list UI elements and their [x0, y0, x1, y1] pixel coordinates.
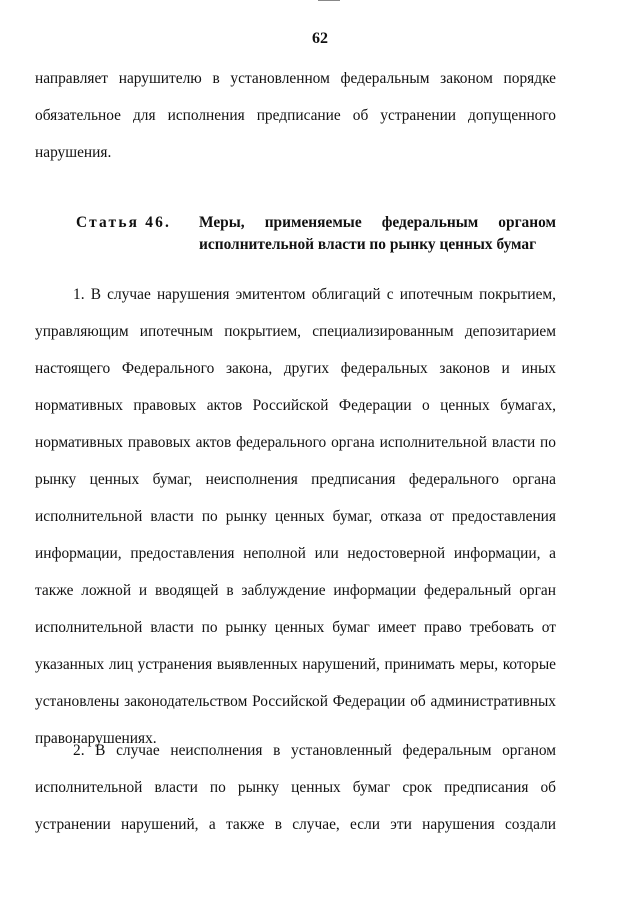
paragraph-line: исполнительной власти по рынку ценных бумаг, отказа от предоставления [35, 508, 556, 525]
paragraph-line: нормативных правовых актов Российской Федерации о ценных бумагах, [35, 397, 556, 414]
paragraph-line: указанных лиц устранения выявленных нарушений, принимать меры, которые [35, 656, 556, 673]
paragraph-line: также ложной и вводящей в заблуждение информации федеральный орган [35, 582, 556, 599]
paragraph-line: исполнительной власти по рынку ценных бумаг срок предписания об [35, 779, 556, 796]
article-title-line: Меры, применяемые федеральным органом [199, 214, 556, 231]
intro-line: нарушения. [35, 144, 112, 161]
article-label: Статья 46. [76, 214, 172, 231]
paragraph-line: установлены законодательством Российской Федерации об административных [35, 693, 556, 710]
paragraph-line: 1. В случае нарушения эмитентом облигаций с ипотечным покрытием, [73, 286, 556, 303]
paragraph-line: правонарушениях. [35, 730, 157, 747]
paragraph-1 [35, 276, 556, 757]
paragraph-line: устранении нарушений, а также в случае, если эти нарушения создали [35, 816, 556, 833]
paragraph-2 [35, 732, 556, 843]
intro-line: обязательное для исполнения предписание об устранении допущенного [35, 107, 556, 124]
paragraph-line: рынку ценных бумаг, неисполнения предписания федерального органа [35, 471, 556, 488]
paragraph-line: информации, предоставления неполной или недостоверной информации, а [35, 545, 556, 562]
paragraph-line: нормативных правовых актов федерального органа исполнительной власти по [35, 434, 556, 451]
page-number: 62 [312, 30, 328, 47]
intro-line: направляет нарушителю в установленном федеральным законом порядке [35, 70, 556, 87]
paragraph-line: 2. В случае неисполнения в установленный федеральным органом [73, 742, 556, 759]
paragraph-line: исполнительной власти по рынку ценных бумаг имеет право требовать от [35, 619, 556, 636]
intro-paragraph [35, 60, 556, 171]
article-title-line: исполнительной власти по рынку ценных бумаг [199, 236, 537, 253]
paragraph-line: настоящего Федерального закона, других федеральных законов и иных [35, 360, 556, 377]
article-title [199, 212, 556, 256]
paragraph-line: управляющим ипотечным покрытием, специализированным депозитарием [35, 323, 556, 340]
top-edge-mark [318, 0, 340, 1]
